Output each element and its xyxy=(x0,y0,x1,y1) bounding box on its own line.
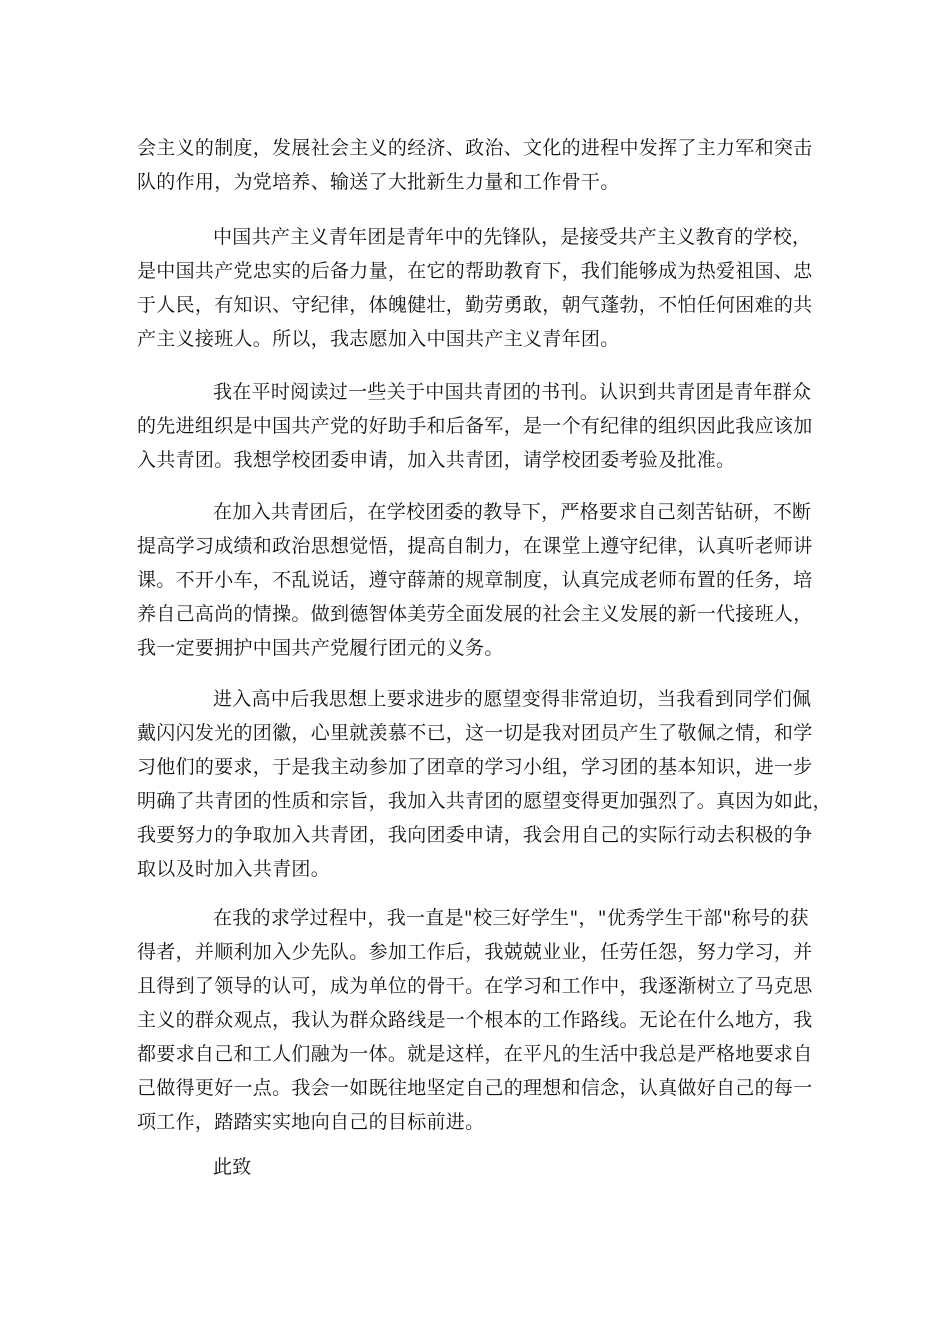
paragraph-5 xyxy=(137,682,832,886)
closing-salutation xyxy=(137,1150,817,1184)
paragraph-1 xyxy=(137,131,817,199)
paragraph-4 xyxy=(137,495,817,665)
text-line: 项工作，踏踏实实地向自己的目标前进。 xyxy=(137,1111,485,1133)
text-line: 习他们的要求，于是我主动参加了团章的学习小组，学习团的基本知识，进一步 xyxy=(137,756,813,778)
text-line: 在我的求学过程中，我一直是"校三好学生"，"优秀学生干部"称号的获 xyxy=(213,907,809,929)
text-line: 会主义的制度，发展社会主义的经济、政治、文化的进程中发挥了主力军和突击 xyxy=(137,137,813,159)
paragraph-2 xyxy=(137,220,817,356)
paragraph-3 xyxy=(137,375,817,477)
text-line: 是中国共产党忠实的后备力量，在它的帮助教育下，我们能够成为热爱祖国、忠 xyxy=(137,260,813,282)
text-line: 取以及时加入共青团。 xyxy=(137,858,331,880)
text-line: 我要努力的争取加入共青团，我向团委申请，我会用自己的实际行动去积极的争 xyxy=(137,824,813,846)
text-line: 明确了共青团的性质和宗旨，我加入共青团的愿望变得更加强烈了。真因为如此， xyxy=(137,790,832,812)
text-line: 戴闪闪发光的团徽，心里就羡慕不已，这一切是我对团员产生了敬佩之情，和学 xyxy=(137,722,813,744)
text-line: 进入高中后我思想上要求进步的愿望变得非常迫切，当我看到同学们佩 xyxy=(213,688,812,710)
text-line: 我一定要拥护中国共产党履行团元的义务。 xyxy=(137,637,504,659)
paragraph-6 xyxy=(137,901,817,1139)
text-line: 提高学习成绩和政治思想觉悟，提高自制力，在课堂上遵守纪律，认真听老师讲 xyxy=(137,535,813,557)
text-line: 在加入共青团后，在学校团委的教导下，严格要求自己刻苦钻研，不断 xyxy=(213,501,812,523)
text-line: 得者，并顺利加入少先队。参加工作后，我兢兢业业，任劳任怨，努力学习，并 xyxy=(137,941,813,963)
text-line: 的先进组织是中国共产党的好助手和后备军，是一个有纪律的组织因此我应该加 xyxy=(137,415,813,437)
text-line: 课。不开小车，不乱说话，遵守薛萧的规章制度，认真完成老师布置的任务，培 xyxy=(137,569,813,591)
text-line: 且得到了领导的认可，成为单位的骨干。在学习和工作中，我逐渐树立了马克思 xyxy=(137,975,813,997)
text-line: 此致 xyxy=(213,1156,252,1178)
text-line: 己做得更好一点。我会一如既往地坚定自己的理想和信念，认真做好自己的每一 xyxy=(137,1077,813,1099)
text-line: 养自己高尚的情操。做到德智体美劳全面发展的社会主义发展的新一代接班人， xyxy=(137,603,813,625)
text-line: 中国共产主义青年团是青年中的先锋队，是接受共产主义教育的学校， xyxy=(213,226,812,248)
text-line: 队的作用，为党培养、输送了大批新生力量和工作骨干。 xyxy=(137,171,620,193)
text-line: 我在平时阅读过一些关于中国共青团的书刊。认识到共青团是青年群众 xyxy=(213,381,812,403)
text-line: 主义的群众观点，我认为群众路线是一个根本的工作路线。无论在什么地方，我 xyxy=(137,1009,813,1031)
text-line: 入共青团。我想学校团委申请，加入共青团，请学校团委考验及批准。 xyxy=(137,449,736,471)
text-line: 产主义接班人。所以，我志愿加入中国共产主义青年团。 xyxy=(137,328,620,350)
text-line: 都要求自己和工人们融为一体。就是这样，在平凡的生活中我总是严格地要求自 xyxy=(137,1043,813,1065)
text-line: 于人民，有知识、守纪律，体魄健壮，勤劳勇敢，朝气蓬勃，不怕任何困难的共 xyxy=(137,294,813,316)
